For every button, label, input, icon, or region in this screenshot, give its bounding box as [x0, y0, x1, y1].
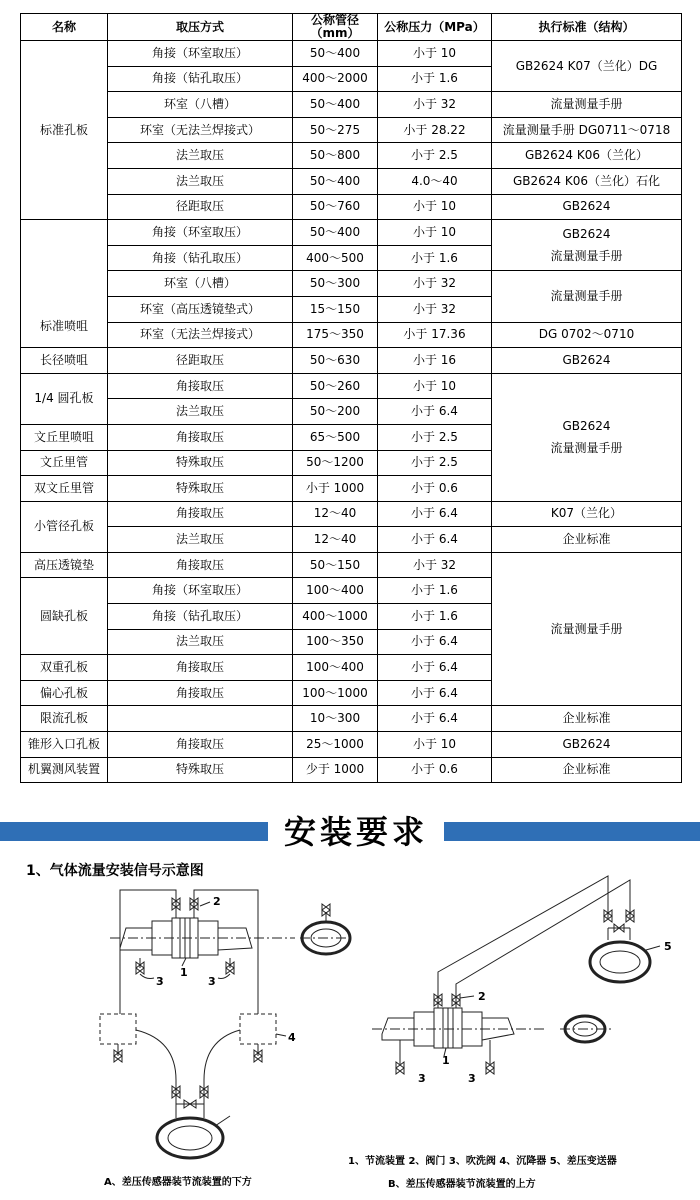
pressure-cell: 小于 16 [378, 348, 492, 374]
name-cell: 文丘里管 [21, 450, 108, 476]
diameter-cell: 100～400 [293, 655, 378, 681]
table-row [21, 220, 682, 246]
diameter-cell: 175～350 [293, 322, 378, 348]
diameter-cell: 15～150 [293, 296, 378, 322]
method-cell: 法兰取压 [108, 143, 293, 169]
name-cell: 圆缺孔板 [21, 578, 108, 655]
name-cell: 偏心孔板 [21, 680, 108, 706]
header-standard: 执行标准（结构） [492, 14, 682, 41]
name-cell: 长径喷咀 [21, 348, 108, 374]
settler-left [100, 1014, 136, 1044]
method-cell: 径距取压 [108, 194, 293, 220]
standard-cell: 流量测量手册 [492, 92, 682, 118]
table-row [21, 41, 682, 67]
standard-cell [492, 220, 682, 271]
name-cell: 机翼测风装置 [21, 757, 108, 783]
label-2: 2 [478, 990, 486, 1003]
method-cell: 角接取压 [108, 680, 293, 706]
pressure-cell: 小于 32 [378, 271, 492, 297]
standard-cell: GB2624 [492, 194, 682, 220]
diagram-b [372, 876, 660, 1074]
header-method: 取压方式 [108, 14, 293, 41]
diameter-cell: 400～1000 [293, 604, 378, 630]
table-row [21, 117, 682, 143]
method-cell: 角接取压 [108, 732, 293, 758]
diameter-cell: 50～400 [293, 168, 378, 194]
standard-line: GB2624 [562, 227, 611, 242]
pressure-cell: 小于 6.4 [378, 399, 492, 425]
diameter-cell: 50～200 [293, 399, 378, 425]
installation-diagram [0, 860, 700, 1200]
label-4: 4 [288, 1031, 296, 1044]
diameter-cell: 50～1200 [293, 450, 378, 476]
method-cell: 环室（无法兰焊接式） [108, 117, 293, 143]
label-3: 3 [156, 975, 164, 988]
diameter-cell: 50～400 [293, 92, 378, 118]
method-cell: 法兰取压 [108, 168, 293, 194]
table-row [21, 706, 682, 732]
name-cell: 标准孔板 [21, 41, 108, 220]
method-cell [108, 706, 293, 732]
diameter-cell: 少于 1000 [293, 757, 378, 783]
method-cell: 法兰取压 [108, 629, 293, 655]
diameter-cell: 10～300 [293, 706, 378, 732]
spec-table [20, 13, 682, 783]
pressure-cell: 小于 1.6 [378, 66, 492, 92]
diameter-cell: 小于 1000 [293, 476, 378, 502]
pressure-cell: 小于 2.5 [378, 143, 492, 169]
table-row [21, 373, 682, 399]
diameter-cell: 50～300 [293, 271, 378, 297]
label-2: 2 [213, 895, 221, 908]
label-3: 3 [468, 1072, 476, 1085]
method-cell: 角接（钻孔取压） [108, 245, 293, 271]
diameter-cell: 100～400 [293, 578, 378, 604]
name-cell: 小管径孔板 [21, 501, 108, 552]
method-cell: 角接（环室取压） [108, 578, 293, 604]
table-row [21, 732, 682, 758]
method-cell: 特殊取压 [108, 476, 293, 502]
name-cell: 双重孔板 [21, 655, 108, 681]
table-row [21, 527, 682, 553]
caption-a: A、差压传感器装节流装置的下方 [104, 1177, 252, 1188]
section-banner-right-bar [444, 822, 700, 841]
name-cell: 文丘里喷咀 [21, 424, 108, 450]
label-1: 1 [442, 1054, 450, 1067]
pressure-cell: 小于 10 [378, 220, 492, 246]
standard-cell: 企业标准 [492, 527, 682, 553]
table-row [21, 322, 682, 348]
table-row [21, 143, 682, 169]
section-title: 安装要求 [283, 813, 428, 851]
diameter-cell: 100～350 [293, 629, 378, 655]
pressure-cell: 小于 6.4 [378, 655, 492, 681]
settler-right [240, 1014, 276, 1044]
standard-cell: 企业标准 [492, 757, 682, 783]
method-cell: 环室（八槽） [108, 271, 293, 297]
table-row [21, 348, 682, 374]
diagram-subtitle: 1、气体流量安装信号示意图 [26, 863, 204, 879]
diameter-cell: 50～400 [293, 41, 378, 67]
diameter-cell: 100～1000 [293, 680, 378, 706]
diagram-a [100, 890, 352, 1158]
method-cell: 环室（八槽） [108, 92, 293, 118]
method-cell: 环室（无法兰焊接式） [108, 322, 293, 348]
pressure-cell: 小于 17.36 [378, 322, 492, 348]
diameter-cell: 400～2000 [293, 66, 378, 92]
table-row [21, 92, 682, 118]
diameter-cell: 65～500 [293, 424, 378, 450]
pressure-cell: 小于 1.6 [378, 578, 492, 604]
header-diameter: 公称管径（mm） [293, 14, 378, 41]
name-cell: 限流孔板 [21, 706, 108, 732]
pipe-left-section [120, 928, 152, 950]
diameter-cell: 12～40 [293, 501, 378, 527]
standard-cell: 流量测量手册 [492, 552, 682, 706]
name-cell: 锥形入口孔板 [21, 732, 108, 758]
method-cell: 角接（环室取压） [108, 220, 293, 246]
diameter-cell: 50～260 [293, 373, 378, 399]
caption-b: B、差压传感器装节流装置的上方 [388, 1179, 536, 1190]
pressure-cell: 小于 0.6 [378, 476, 492, 502]
pressure-cell: 小于 32 [378, 552, 492, 578]
standard-cell: GB2624 [492, 348, 682, 374]
standard-cell [492, 373, 682, 501]
table-row [21, 552, 682, 578]
pressure-cell: 小于 6.4 [378, 501, 492, 527]
method-cell: 角接取压 [108, 501, 293, 527]
pressure-cell: 小于 6.4 [378, 527, 492, 553]
pressure-cell: 小于 10 [378, 41, 492, 67]
pressure-cell: 小于 32 [378, 92, 492, 118]
diagram-legend: 1、节流装置 2、阀门 3、吹洗阀 4、沉降器 5、差压变送器 [348, 1156, 617, 1167]
name-cell: 1/4 圆孔板 [21, 373, 108, 424]
pressure-cell: 4.0～40 [378, 168, 492, 194]
method-cell: 法兰取压 [108, 527, 293, 553]
diameter-cell: 12～40 [293, 527, 378, 553]
pressure-cell: 小于 2.5 [378, 424, 492, 450]
method-cell: 角接（环室取压） [108, 41, 293, 67]
standard-cell: DG 0702～0710 [492, 322, 682, 348]
pressure-cell: 小于 28.22 [378, 117, 492, 143]
pressure-cell: 小于 2.5 [378, 450, 492, 476]
diameter-cell: 50～275 [293, 117, 378, 143]
standard-line: 流量测量手册 [550, 441, 623, 456]
label-3: 3 [418, 1072, 426, 1085]
standard-cell: 企业标准 [492, 706, 682, 732]
table-row [21, 271, 682, 297]
method-cell: 法兰取压 [108, 399, 293, 425]
standard-cell: GB2624 K06（兰化）石化 [492, 168, 682, 194]
diameter-cell: 50～400 [293, 220, 378, 246]
method-cell: 角接（钻孔取压） [108, 66, 293, 92]
name-cell: 高压透镜垫 [21, 552, 108, 578]
method-cell: 角接取压 [108, 373, 293, 399]
label-1: 1 [180, 966, 188, 979]
pressure-cell: 小于 6.4 [378, 629, 492, 655]
pressure-cell: 小于 32 [378, 296, 492, 322]
table-row [21, 501, 682, 527]
diameter-cell: 50～800 [293, 143, 378, 169]
header-name: 名称 [21, 14, 108, 41]
table-header-row [21, 14, 682, 41]
pressure-cell: 小于 10 [378, 194, 492, 220]
method-cell: 特殊取压 [108, 450, 293, 476]
standard-cell: K07（兰化） [492, 501, 682, 527]
standard-cell: 流量测量手册 [492, 271, 682, 322]
pressure-cell: 小于 10 [378, 373, 492, 399]
method-cell: 角接取压 [108, 424, 293, 450]
method-cell: 角接（钻孔取压） [108, 604, 293, 630]
label-5: 5 [664, 940, 672, 953]
method-cell: 角接取压 [108, 655, 293, 681]
diameter-cell: 50～760 [293, 194, 378, 220]
standard-cell: GB2624 K06（兰化） [492, 143, 682, 169]
diameter-cell: 400～500 [293, 245, 378, 271]
label-3: 3 [208, 975, 216, 988]
dp-transmitter [590, 942, 650, 982]
method-cell: 角接取压 [108, 552, 293, 578]
diameter-cell: 50～150 [293, 552, 378, 578]
dp-transmitter [157, 1118, 223, 1158]
pressure-cell: 小于 0.6 [378, 757, 492, 783]
table-row [21, 757, 682, 783]
standard-cell: GB2624 K07（兰化）DG [492, 41, 682, 92]
standard-cell: 流量测量手册 DG0711～0718 [492, 117, 682, 143]
standard-line: GB2624 [562, 419, 611, 434]
name-cell: 双文丘里管 [21, 476, 108, 502]
pressure-cell: 小于 6.4 [378, 706, 492, 732]
diameter-cell: 25～1000 [293, 732, 378, 758]
pressure-cell: 小于 1.6 [378, 604, 492, 630]
standard-cell: GB2624 [492, 732, 682, 758]
standard-line: 流量测量手册 [550, 249, 623, 264]
method-cell: 特殊取压 [108, 757, 293, 783]
diameter-cell: 50～630 [293, 348, 378, 374]
pressure-cell: 小于 10 [378, 732, 492, 758]
table-row [21, 194, 682, 220]
pressure-cell: 小于 6.4 [378, 680, 492, 706]
name-cell: 标准喷咀 [21, 220, 108, 348]
method-cell: 径距取压 [108, 348, 293, 374]
table-row [21, 168, 682, 194]
section-banner-left-bar [0, 822, 268, 841]
header-pressure: 公称压力（MPa） [378, 14, 492, 41]
pipe-right-section [218, 928, 252, 950]
method-cell: 环室（高压透镜垫式） [108, 296, 293, 322]
pressure-cell: 小于 1.6 [378, 245, 492, 271]
